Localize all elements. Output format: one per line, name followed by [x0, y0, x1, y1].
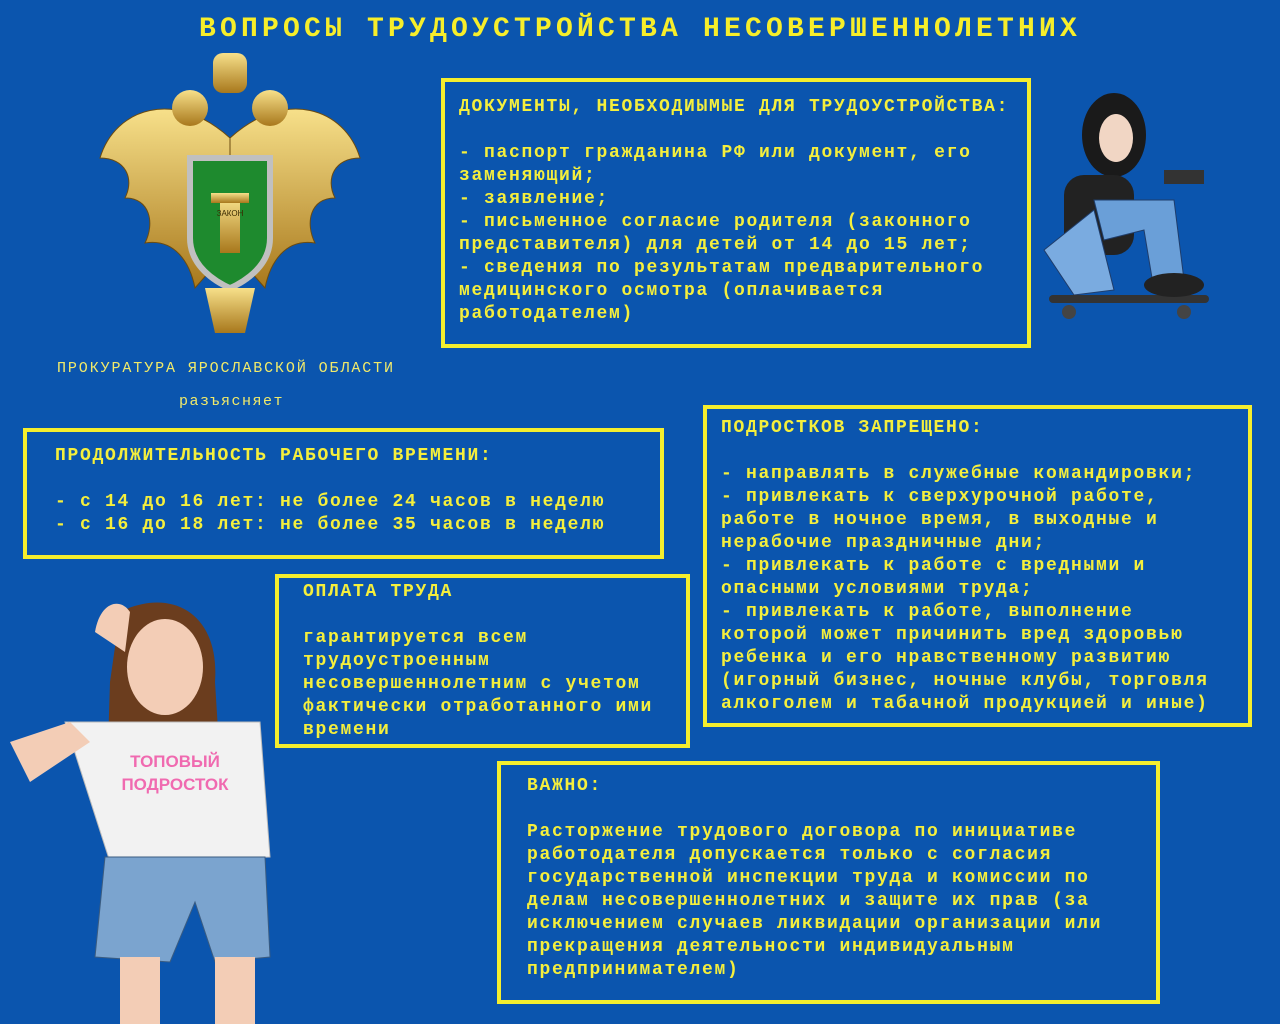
teen-skater-illustration	[1034, 90, 1220, 335]
payment-line: несовершеннолетним с учетом	[303, 674, 641, 694]
forbidden-line: ребенка и его нравственному развитию	[721, 648, 1172, 668]
documents-line: - письменное согласие родителя (законного	[459, 212, 972, 232]
forbidden-line: которой может причинить вред здоровью	[721, 625, 1184, 645]
payment-line: фактически отработанного ими	[303, 697, 654, 717]
documents-line: представителя) для детей от 14 до 15 лет;	[459, 235, 972, 255]
payment-line: трудоустроенным	[303, 651, 491, 671]
documents-line: - паспорт гражданина РФ или документ, его	[459, 143, 972, 163]
important-line: государственной инспекции труда и комиссии по	[527, 868, 1090, 888]
organization-subtitle: разъясняет	[179, 393, 285, 410]
forbidden-box	[703, 405, 1252, 727]
important-line: прекращения деятельности индивидуальным	[527, 937, 1015, 957]
documents-line: работодателем)	[459, 304, 635, 324]
important-line: Расторжение трудового договора по инициативе	[527, 822, 1078, 842]
payment-box	[275, 574, 690, 748]
page-title: ВОПРОСЫ ТРУДОУСТРОЙСТВА НЕСОВЕРШЕННОЛЕТНИХ	[198, 14, 1082, 45]
forbidden-line: - направлять в служебные командировки;	[721, 464, 1197, 484]
forbidden-heading: ПОДРОСТКОВ ЗАПРЕЩЕНО:	[721, 418, 984, 438]
svg-text:ПОДРОСТОК: ПОДРОСТОК	[121, 775, 229, 794]
forbidden-line: работе в ночное время, в выходные и	[721, 510, 1159, 530]
working-time-box	[23, 428, 664, 559]
forbidden-line: - привлекать к работе, выполнение	[721, 602, 1134, 622]
important-line: исключением случаев ликвидации организации или	[527, 914, 1103, 934]
forbidden-line: нерабочие праздничные дни;	[721, 533, 1047, 553]
payment-line: гарантируется всем	[303, 628, 529, 648]
documents-heading: ДОКУМЕНТЫ, НЕОБХОДИЫМЫЕ ДЛЯ ТРУДОУСТРОЙСТВА:	[459, 97, 1010, 117]
working-time-line: - с 16 до 18 лет: не более 35 часов в неделю	[55, 515, 606, 535]
important-line: работодателя допускается только с согласия	[527, 845, 1053, 865]
documents-line: заменяющий;	[459, 166, 597, 186]
forbidden-line: (игорный бизнес, ночные клубы, торговля	[721, 671, 1209, 691]
important-line: делам несовершеннолетних и защите их прав (за	[527, 891, 1090, 911]
forbidden-line: - привлекать к работе с вредными и	[721, 556, 1147, 576]
working-time-heading: ПРОДОЛЖИТЕЛЬНОСТЬ РАБОЧЕГО ВРЕМЕНИ:	[55, 446, 493, 466]
documents-line: - заявление;	[459, 189, 610, 209]
forbidden-line: опасными условиями труда;	[721, 579, 1034, 599]
important-heading: ВАЖНО:	[527, 776, 603, 796]
svg-text:ЗАКОН: ЗАКОН	[216, 209, 244, 218]
documents-line: медицинского осмотра (оплачивается	[459, 281, 885, 301]
important-line: предпринимателем)	[527, 960, 740, 980]
organization-name: ПРОКУРАТУРА ЯРОСЛАВСКОЙ ОБЛАСТИ	[57, 360, 395, 377]
teen-girl-illustration	[0, 592, 272, 1024]
svg-text:ТОПОВЫЙ: ТОПОВЫЙ	[130, 752, 220, 771]
payment-heading: ОПЛАТА ТРУДА	[303, 582, 454, 602]
important-box	[497, 761, 1160, 1004]
prosecutor-emblem	[95, 48, 365, 338]
forbidden-line: - привлекать к сверхурочной работе,	[721, 487, 1159, 507]
payment-line: времени	[303, 720, 391, 740]
documents-line: - сведения по результатам предварительного	[459, 258, 985, 278]
forbidden-line: алкоголем и табачной продукцией и иные)	[721, 694, 1209, 714]
documents-box	[441, 78, 1031, 348]
working-time-line: - с 14 до 16 лет: не более 24 часов в неделю	[55, 492, 606, 512]
